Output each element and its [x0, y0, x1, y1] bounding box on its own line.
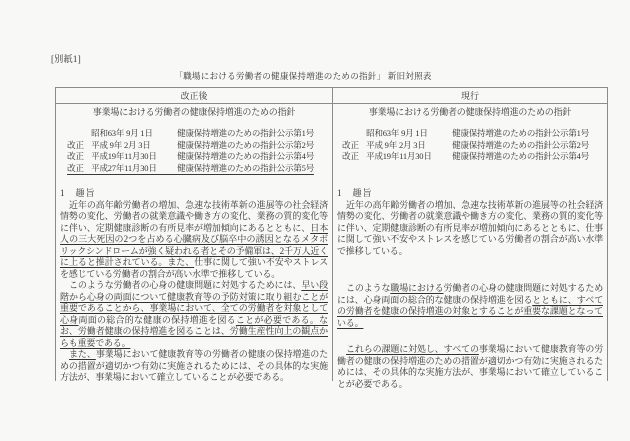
- underlined-text-run: また、: [69, 349, 96, 359]
- revision-history-row: [67, 151, 314, 163]
- paragraph: [60, 280, 328, 349]
- paragraph: [337, 283, 603, 329]
- text-run: 事業場において健康教育等の労働者の健康の保持増進のための措置が適切かつ有効に実施されるためには、その具体的な実施方法が、事業場において確立していることが必要である。: [337, 344, 604, 389]
- column-header-revised: 改正後: [56, 88, 333, 103]
- paragraph: [60, 349, 328, 384]
- text-run: 仕事に関して強い不安やストレスを感じている労働者の割合が高い水準で推移している。: [60, 257, 328, 279]
- underlined-text-run: 早い段階から心身の両面について健康教育等の予防対策に取り組むことが重要であることから、事業場において、全ての労働者を対象として心身: [60, 280, 328, 325]
- paragraph: [337, 200, 603, 258]
- revision-label: 健康保持増進のための指針公示第4号: [452, 151, 589, 161]
- text-run: 近年の高年齢労働者の増加、急速な技術革新の進展等の社会経済情勢の変化、労働者の就業意識や働き方の変化、業務の質的変化等に伴い、定期健康診断の有所見率が増加傾向にあるとともに、仕事に関して強い不安やストレスを感じている労働者の割合が高い水準で推移している。: [337, 199, 603, 256]
- underlined-text-run: 職場における: [390, 283, 444, 293]
- revision-label: 健康保持増進のための指針公示第4号: [177, 151, 314, 161]
- text-run: 事業場において健康教育等の労働者の健康の保持増進のための措置が適切かつ有効に実施されるためには、その具体的な実施方法が、事業場において確立していることが必要である。: [60, 349, 328, 382]
- revision-prefix: [67, 128, 86, 140]
- guideline-title: 事業場における労働者の健康保持増進のための指針: [92, 107, 296, 117]
- revision-label: 健康保持増進のための指針公示第1号: [177, 128, 314, 138]
- text-run: このような: [346, 283, 391, 293]
- underlined-text-run: とともに、すべての労働者を健康の保持増進の対象とすることが重要な課題となっている。: [337, 294, 603, 328]
- revision-label: 健康保持増進のための指針公示第1号: [452, 128, 589, 138]
- revision-date: 平成27年11月30日: [91, 162, 157, 173]
- revision-label: 健康保持増進のための指針公示第2号: [177, 139, 314, 150]
- revision-history-row: [342, 151, 589, 163]
- text-run: 両面の総合的な健康の保持増進を図る: [78, 314, 236, 325]
- text-run: 近年の高年齢労働者の増加、急速な技術革新の進展等の社会経済情勢の変化、労働者の就業意識や働き方の変化、業務の質的変化等に伴い、定期健康診断の有所見率が増加傾向にあるとともに、: [60, 199, 328, 233]
- revision-history-row: [67, 140, 314, 152]
- revision-date: 昭和63年 9月 1日: [91, 128, 153, 138]
- revision-prefix: 改正: [342, 151, 359, 161]
- revision-label: 健康保持増進のための指針公示第5号: [177, 162, 314, 173]
- revision-history: [337, 128, 603, 188]
- document-title: 「職場における労働者の健康保持増進のための指針」 新旧対照表: [174, 71, 432, 81]
- revision-date: 平成19年11月30日: [91, 151, 157, 161]
- revision-prefix: 改正: [67, 139, 84, 150]
- section-heading: 1 趣旨: [337, 188, 373, 198]
- paragraph: [337, 344, 603, 390]
- table-header-row: [56, 88, 607, 104]
- revision-date: 平成 9年 2月 3日: [91, 139, 151, 150]
- underlined-text-run: 日本人の三大死因の2つを占める心臓病及び脳卒中の誘因となるメタボリックシンドロームが強く疑われる者とその予備軍は、2千万人近くに上ると推計されている。また、: [60, 222, 328, 267]
- revision-history-row: [67, 128, 314, 140]
- revision-prefix: 改正: [67, 162, 84, 173]
- revision-history-row: [67, 163, 314, 176]
- current-column-cell: [333, 104, 607, 389]
- table-body-row: [56, 104, 607, 389]
- attachment-label: [別紙1]: [51, 54, 81, 64]
- revision-date: 平成 9年 2月 3日: [366, 139, 426, 150]
- underlined-text-run: これらの課題に対処し、すべての: [346, 344, 479, 354]
- revision-date: 平成19年11月30日: [366, 151, 432, 161]
- paragraph: [60, 200, 328, 281]
- revision-history-row: [342, 128, 589, 140]
- revision-history-row: [342, 140, 589, 152]
- revision-prefix: 改正: [67, 151, 84, 161]
- revision-date: 昭和63年 9月 1日: [366, 128, 428, 138]
- underlined-text-run: ことが必要である。なお、労働者健康の保持増進を図ることは、労働生産性向上の観点からも重要である。: [60, 314, 328, 348]
- guideline-title: 事業場における労働者の健康保持増進のための指針: [368, 107, 572, 117]
- comparison-table: [55, 87, 608, 389]
- text-run: このような労働者の心身の健康問題に対処するためには、: [69, 280, 302, 290]
- revision-label: 健康保持増進のための指針公示第2号: [452, 139, 589, 150]
- text-run: 労働者の心身の健康問題に対処するためには、心身両面の総合的な健康の保持増進を図る: [337, 283, 603, 305]
- section-heading: 1 趣旨: [60, 188, 96, 198]
- revision-history: [60, 128, 328, 188]
- revision-prefix: 改正: [342, 139, 359, 150]
- revised-column-cell: [56, 104, 333, 381]
- revision-prefix: [342, 128, 361, 140]
- column-header-current: 現行: [460, 91, 479, 101]
